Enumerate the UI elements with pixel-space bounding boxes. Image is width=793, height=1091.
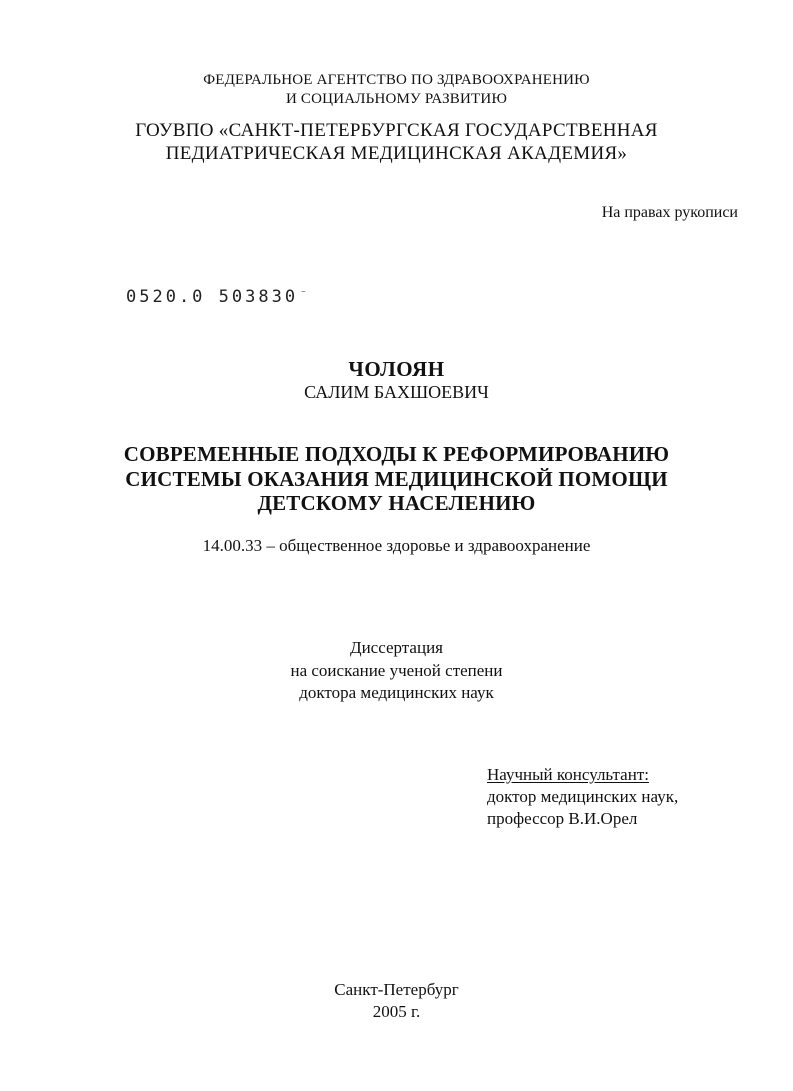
degree-purpose: на соискание ученой степени (290, 661, 503, 680)
specialty-code: 14.00.33 – общественное здоровье и здравоохранение (202, 536, 591, 555)
footer-year: 2005 г. (372, 1002, 421, 1021)
dissertation-title-line-1: СОВРЕМЕННЫЕ ПОДХОДЫ К РЕФОРМИРОВАНИЮ (123, 442, 670, 466)
agency-name-line-2: И СОЦИАЛЬНОМУ РАЗВИТИЮ (285, 91, 508, 107)
manuscript-rights-note: На правах рукописи (601, 204, 738, 221)
registry-code-digits: 0520.0 503830 (126, 287, 299, 307)
consultant-heading: Научный консультант: (487, 765, 649, 784)
consultant-degree: доктор медицинских наук, (487, 787, 679, 806)
author-given-names: САЛИМ БАХШОЕВИЧ (304, 382, 489, 402)
academy-name-line-1: ГОУВПО «САНКТ-ПЕТЕРБУРГСКАЯ ГОСУДАРСТВЕННАЯ (135, 120, 658, 141)
registry-code-mark: ⁻ (300, 287, 310, 300)
footer-city: Санкт-Петербург (334, 980, 459, 999)
dissertation-label: Диссертация (349, 638, 443, 657)
agency-name-line-1: ФЕДЕРАЛЬНОЕ АГЕНТСТВО ПО ЗДРАВООХРАНЕНИЮ (203, 72, 590, 88)
dissertation-title-line-2: СИСТЕМЫ ОКАЗАНИЯ МЕДИЦИНСКОЙ ПОМОЩИ (125, 467, 668, 491)
consultant-name: профессор В.И.Орел (487, 809, 638, 828)
author-surname: ЧОЛОЯН (348, 357, 445, 381)
academy-name-line-2: ПЕДИАТРИЧЕСКАЯ МЕДИЦИНСКАЯ АКАДЕМИЯ» (165, 143, 628, 164)
dissertation-title-line-3: ДЕТСКОМУ НАСЕЛЕНИЮ (257, 491, 536, 515)
degree-name: доктора медицинских наук (299, 683, 494, 702)
registry-code (126, 287, 310, 307)
